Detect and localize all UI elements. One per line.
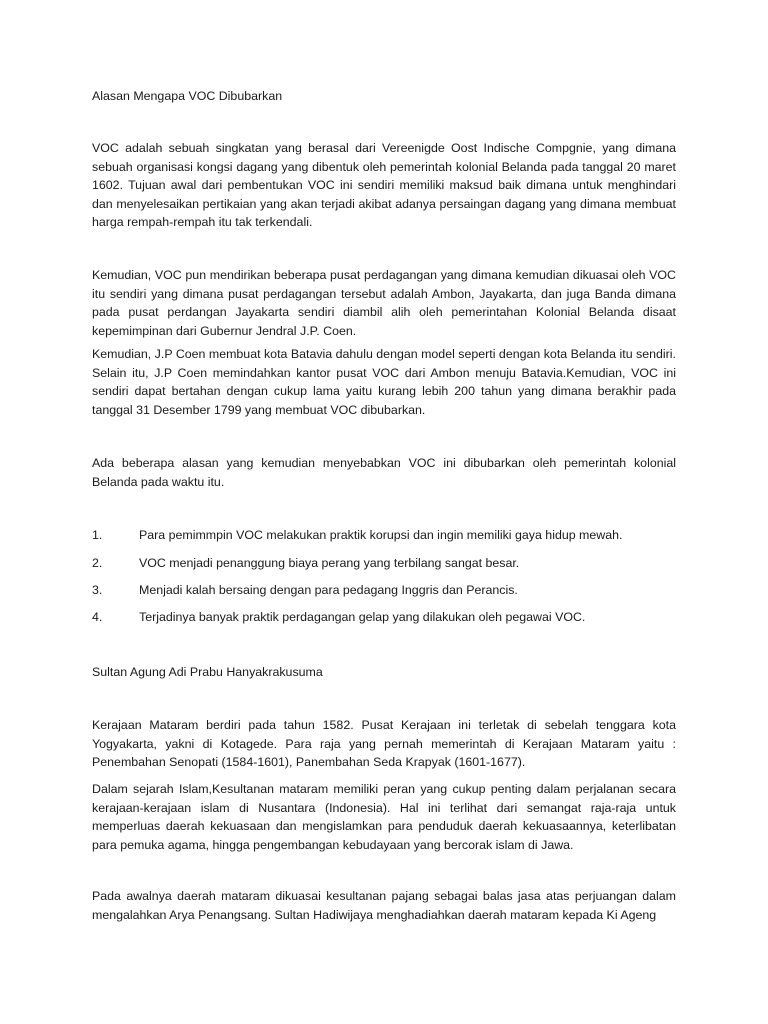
paragraph-batavia: Kemudian, J.P Coen membuat kota Batavia dahulu dengan model seperti dengan kota Belanda itu sendiri. Selain itu, J.P Coen memindahkan kantor pusat VOC dari Ambon menuju Batavia.Kemudian, VOC ini sendiri dapat bertahan dengan cukup lama yaitu kurang lebih 200 tahun yang dimana berakhir pada tanggal 31 Desember 1799 yang membuat VOC dibubarkan. [92, 347, 676, 417]
paragraph-reasons-intro: Ada beberapa alasan yang kemudian menyebabkan VOC ini dibubarkan oleh pemerintah kolonial Belanda pada waktu itu. [92, 456, 676, 489]
heading-voc: Alasan Mengapa VOC Dibubarkan [92, 89, 283, 103]
paragraph-trade-centers: Kemudian, VOC pun mendirikan beberapa pusat perdagangan yang dimana kemudian dikuasai oleh VOC itu sendiri yang dimana pusat perdagangan tersebut adalah Ambon, Jayakarta, dan juga Banda dimana pada pusat perdangan Jayakarta sendiri diambil alih oleh pemerintahan Kolonial Belanda disaat kepemimpinan dari Gubernur Jendral J.P. Coen. [92, 268, 676, 338]
list-item [92, 608, 676, 627]
paragraph-mataram-origin: Pada awalnya daerah mataram dikuasai kesultanan pajang sebagai balas jasa atas perjuangan dalam mengalahkan Arya Penangsang. Sultan Hadiwijaya menghadiahkan daerah mataram kepada Ki Ageng [92, 889, 676, 922]
list-text: VOC menjadi penanggung biaya perang yang terbilang sangat besar. [139, 556, 520, 570]
list-text: Terjadinya banyak praktik perdagangan gelap yang dilakukan oleh pegawai VOC. [139, 610, 586, 624]
paragraph-voc-definition: VOC adalah sebuah singkatan yang berasal dari Vereenigde Oost Indische Compgnie, yang dimana sebuah organisasi kongsi dagang yang dibentuk oleh pemerintah kolonial Belanda pada tanggal 20 maret 1602. Tujuan awal dari pembentukan VOC ini sendiri memiliki maksud baik dimana untuk menghindari dan menyelesaikan pertikaian yang akan terjadi akibat adanya persaingan dagang yang dimana membuat harga rempah-rempah itu tak terkendali. [92, 141, 676, 230]
list-text: Menjadi kalah bersaing dengan para pedagang Inggris dan Perancis. [139, 583, 518, 597]
list-number: 1. [92, 528, 103, 542]
paragraph-islam-history: Dalam sejarah Islam,Kesultanan mataram memiliki peran yang cukup penting dalam perjalanan secara kerajaan-kerajaan islam di Nusantara (Indonesia). Hal ini terlihat dari semangat raja-raja untuk memperluas daerah kekuasaan dan mengislamkan para penduduk daerah kekuasaannya, keterlibatan para pemuka agama, hingga pengembangan kebudayaan yang bercorak islam di Jawa. [92, 782, 676, 852]
list-number: 2. [92, 556, 103, 570]
paragraph-mataram: Kerajaan Mataram berdiri pada tahun 1582. Pusat Kerajaan ini terletak di sebelah tenggara kota Yogyakarta, yakni di Kotagede. Para raja yang pernah memerintah di Kerajaan Mataram yaitu : Penembahan Senopati (1584-1601), Panembahan Seda Krapyak (1601-1677). [92, 718, 676, 770]
list-item [92, 581, 676, 600]
list-number: 3. [92, 583, 103, 597]
list-item [92, 554, 676, 573]
list-text: Para pemimmpin VOC melakukan praktik korupsi dan ingin memiliki gaya hidup mewah. [139, 528, 623, 542]
list-number: 4. [92, 610, 103, 624]
heading-sultan: Sultan Agung Adi Prabu Hanyakrakusuma [92, 665, 323, 679]
list-item [92, 526, 676, 545]
